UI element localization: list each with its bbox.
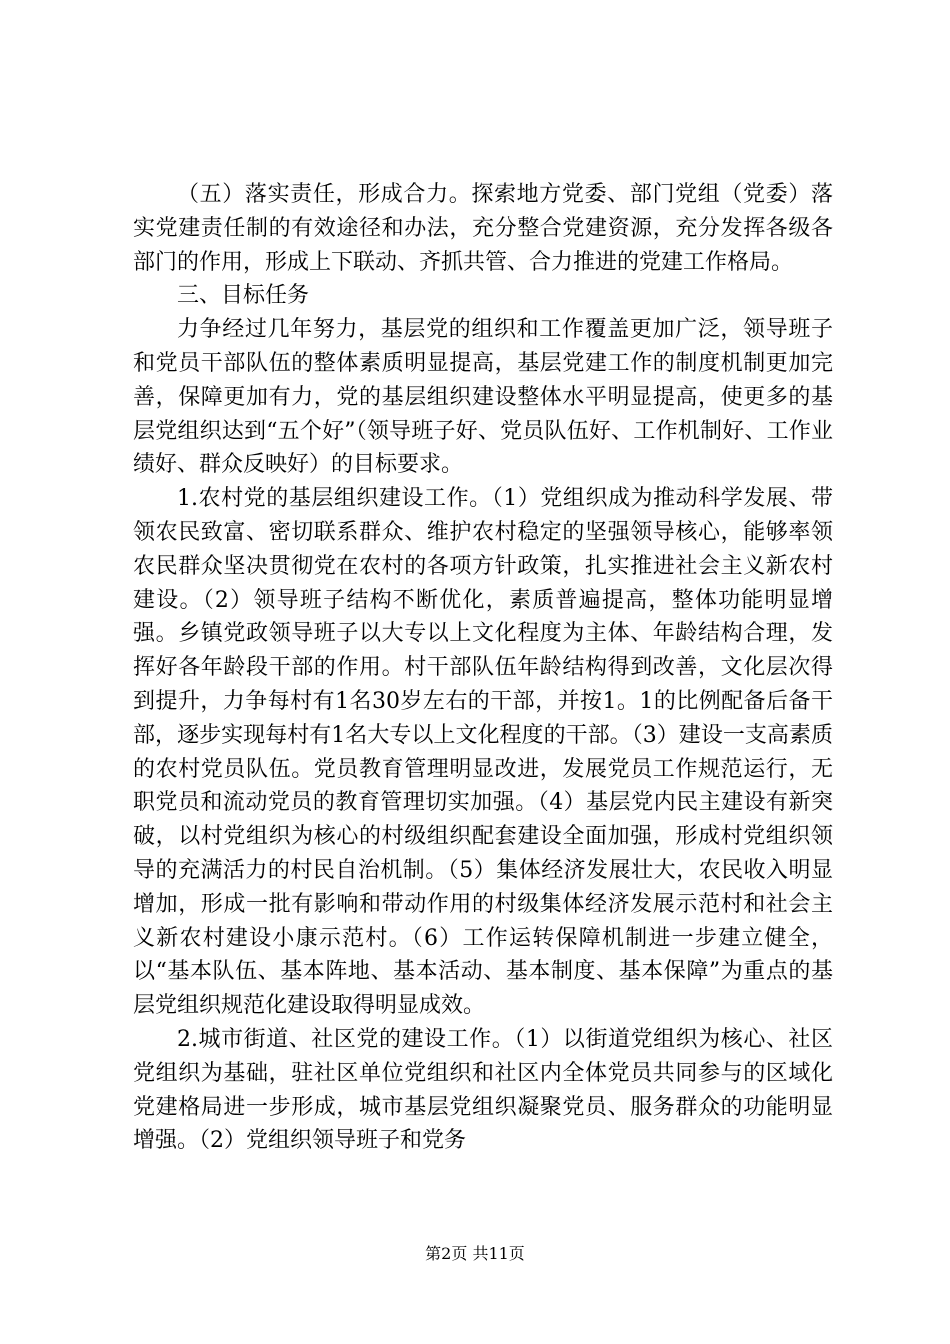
document-body bbox=[133, 178, 833, 1158]
paragraph-responsibility: （五）落实责任，形成合力。探索地方党委、部门党组（党委）落实党建责任制的有效途径和办法，充分整合党建资源，充分发挥各级各部门的作用，形成上下联动、齐抓共管、合力推进的党建工作格局。 bbox=[133, 182, 833, 275]
section-heading-goals: 三、目标任务 bbox=[177, 283, 310, 309]
paragraph-goals-intro: 力争经过几年努力，基层党的组织和工作覆盖更加广泛，领导班子和党员干部队伍的整体素质明显提高，基层党建工作的制度机制更加完善，保障更加有力，党的基层组织建设整体水平明显提高，使更多的基层党组织达到“五个好”（领导班子好、党员队伍好、工作机制好、工作业绩好、群众反映好）的目标要求。 bbox=[133, 317, 833, 478]
paragraph-urban-community-party-building: 2.城市街道、社区党的建设工作。（1）以街道党组织为核心、社区党组织为基础，驻社区单位党组织和社区内全体党员共同参与的区域化党建格局进一步形成，城市基层党组织凝聚党员、服务群众的功能明显增强。（2）党组织领导班子和党务 bbox=[133, 1026, 833, 1154]
paragraph-rural-party-building: 1.农村党的基层组织建设工作。（1）党组织成为推动科学发展、带领农民致富、密切联系群众、维护农村稳定的坚强领导核心，能够率领农民群众坚决贯彻党在农村的各项方针政策，扎实推进社会主义新农村建设。（2）领导班子结构不断优化，素质普遍提高，整体功能明显增强。乡镇党政领导班子以大专以上文化程度为主体、年龄结构合理，发挥好各年龄段干部的作用。村干部队伍年龄结构得到改善，文化层次得到提升，力争每村有1名30岁左右的干部，并按1。1的比例配备后备干部，逐步实现每村有1名大专以上文化程度的干部。（3）建设一支高素质的农村党员队伍。党员教育管理明显改进，发展党员工作规范运行，无职党员和流动党员的教育管理切实加强。（4）基层党内民主建设有新突破，以村党组织为核心的村级组织配套建设全面加强，形成村党组织领导的充满活力的村民自治机制。（5）集体经济发展壮大，农民收入明显增加，形成一批有影响和带动作用的村级集体经济发展示范村和社会主义新农村建设小康示范村。（6）工作运转保障机制进一步建立健全，以“基本队伍、基本阵地、基本活动、基本制度、基本保障”为重点的基层党组织规范化建设取得明显成效。 bbox=[133, 486, 833, 1019]
page-footer: 第2页 共11页 bbox=[425, 1244, 525, 1263]
